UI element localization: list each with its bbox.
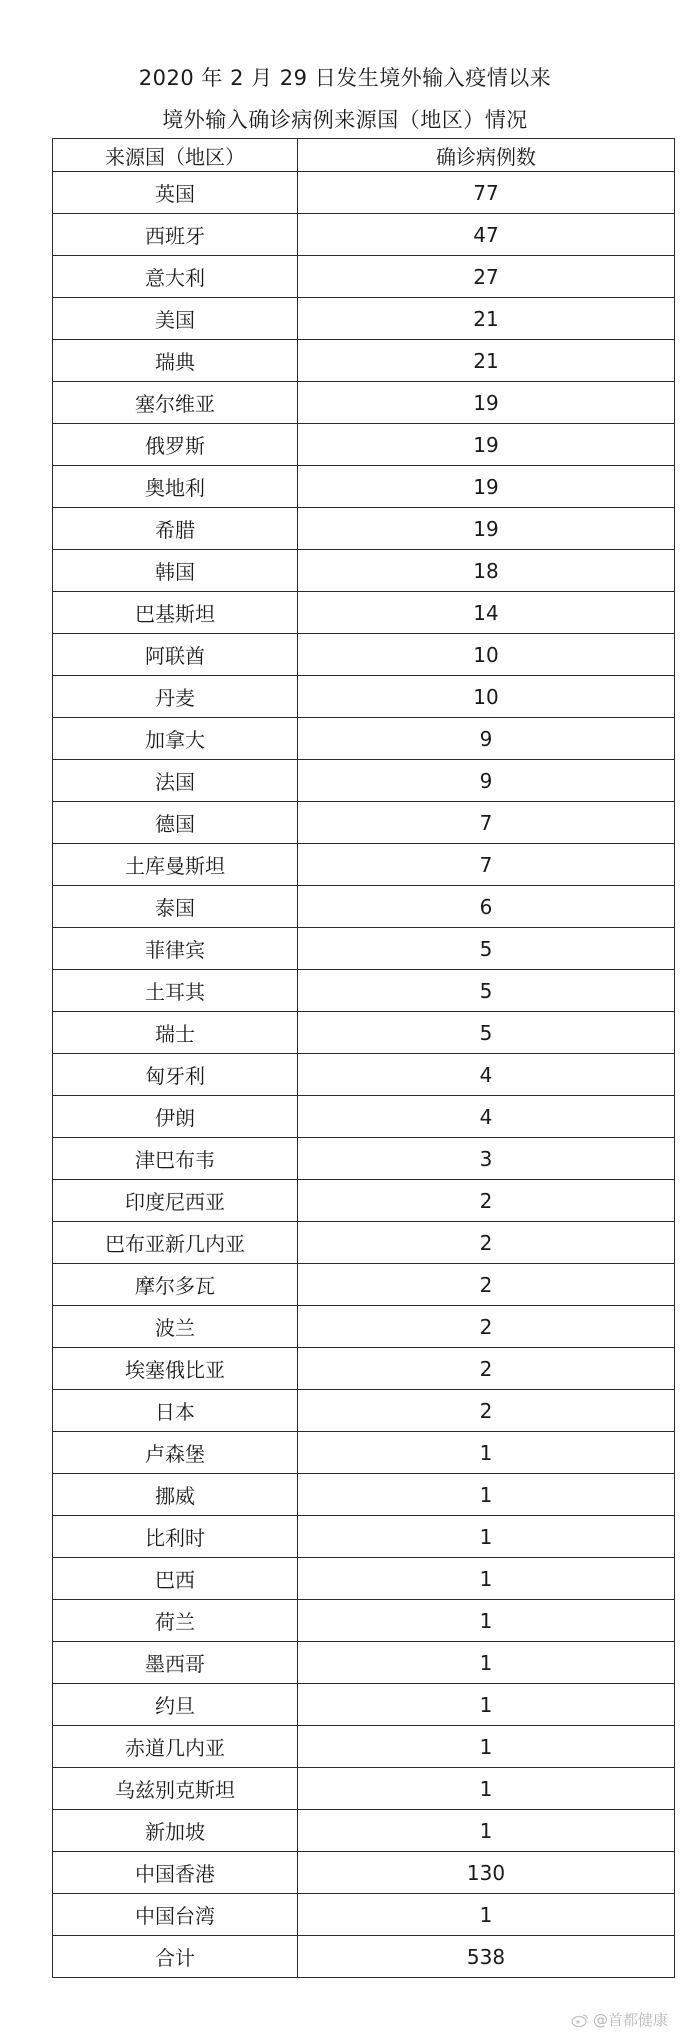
cell-count: 2 — [298, 1306, 675, 1348]
table-row — [53, 1390, 675, 1432]
cell-count: 2 — [298, 1180, 675, 1222]
table-row — [53, 760, 675, 802]
cell-count: 4 — [298, 1054, 675, 1096]
cell-country: 希腊 — [53, 508, 298, 550]
cell-country: 泰国 — [53, 886, 298, 928]
cell-count: 47 — [298, 214, 675, 256]
cell-country: 加拿大 — [53, 718, 298, 760]
cell-country: 中国香港 — [53, 1852, 298, 1894]
cell-count: 1 — [298, 1726, 675, 1768]
cell-count: 21 — [298, 340, 675, 382]
table-row — [53, 340, 675, 382]
cell-country: 西班牙 — [53, 214, 298, 256]
table-row — [53, 676, 675, 718]
table-row — [53, 886, 675, 928]
cell-country: 约旦 — [53, 1684, 298, 1726]
cell-country: 波兰 — [53, 1306, 298, 1348]
cell-count: 6 — [298, 886, 675, 928]
table-row — [53, 1516, 675, 1558]
cell-count: 130 — [298, 1852, 675, 1894]
table-row — [53, 1432, 675, 1474]
cell-count: 1 — [298, 1768, 675, 1810]
cell-country: 瑞士 — [53, 1012, 298, 1054]
cell-country: 挪威 — [53, 1474, 298, 1516]
table-row — [53, 1684, 675, 1726]
cell-count: 19 — [298, 508, 675, 550]
cell-country: 摩尔多瓦 — [53, 1264, 298, 1306]
table-row — [53, 802, 675, 844]
cell-count: 19 — [298, 382, 675, 424]
table-row — [53, 1054, 675, 1096]
cell-count: 2 — [298, 1222, 675, 1264]
table-body — [53, 172, 675, 1978]
cell-country: 卢森堡 — [53, 1432, 298, 1474]
table-row — [53, 1348, 675, 1390]
table-row — [53, 1936, 675, 1978]
table-row — [53, 172, 675, 214]
table-row — [53, 508, 675, 550]
cell-country: 巴西 — [53, 1558, 298, 1600]
cell-country: 日本 — [53, 1390, 298, 1432]
cell-country: 土库曼斯坦 — [53, 844, 298, 886]
table-row — [53, 1306, 675, 1348]
table-row — [53, 928, 675, 970]
table-row — [53, 844, 675, 886]
cell-count: 21 — [298, 298, 675, 340]
cell-count: 19 — [298, 424, 675, 466]
table-row — [53, 1768, 675, 1810]
cell-country: 韩国 — [53, 550, 298, 592]
cell-country: 塞尔维亚 — [53, 382, 298, 424]
table-row — [53, 1474, 675, 1516]
cell-count: 1 — [298, 1474, 675, 1516]
cell-country: 伊朗 — [53, 1096, 298, 1138]
cell-country: 埃塞俄比亚 — [53, 1348, 298, 1390]
cell-count: 77 — [298, 172, 675, 214]
cell-country: 美国 — [53, 298, 298, 340]
watermark — [571, 2009, 668, 2030]
cell-count: 1 — [298, 1684, 675, 1726]
cell-count: 538 — [298, 1936, 675, 1978]
cell-country: 印度尼西亚 — [53, 1180, 298, 1222]
table-row — [53, 550, 675, 592]
table-row — [53, 592, 675, 634]
cell-count: 1 — [298, 1810, 675, 1852]
cell-count: 9 — [298, 760, 675, 802]
cell-country: 巴布亚新几内亚 — [53, 1222, 298, 1264]
watermark-text: @首都健康 — [592, 2011, 668, 2029]
cell-country: 英国 — [53, 172, 298, 214]
cell-count: 1 — [298, 1516, 675, 1558]
table-row — [53, 424, 675, 466]
title-line-2: 境外输入确诊病例来源国（地区）情况 — [162, 108, 528, 132]
table-row — [53, 1642, 675, 1684]
table-row — [53, 1600, 675, 1642]
cell-country: 菲律宾 — [53, 928, 298, 970]
table-header-row — [53, 139, 675, 172]
cell-count: 5 — [298, 1012, 675, 1054]
cell-count: 18 — [298, 550, 675, 592]
table-row — [53, 382, 675, 424]
cell-country: 中国台湾 — [53, 1894, 298, 1936]
cell-country: 丹麦 — [53, 676, 298, 718]
table-row — [53, 970, 675, 1012]
cell-count: 7 — [298, 844, 675, 886]
table-row — [53, 634, 675, 676]
table-row — [53, 718, 675, 760]
cell-country: 意大利 — [53, 256, 298, 298]
cell-country: 乌兹别克斯坦 — [53, 1768, 298, 1810]
cell-count: 3 — [298, 1138, 675, 1180]
table-row — [53, 1852, 675, 1894]
cell-country: 比利时 — [53, 1516, 298, 1558]
cell-count: 10 — [298, 676, 675, 718]
table-row — [53, 214, 675, 256]
table-row — [53, 1810, 675, 1852]
cell-count: 5 — [298, 970, 675, 1012]
cell-country: 匈牙利 — [53, 1054, 298, 1096]
cell-count: 1 — [298, 1600, 675, 1642]
table-row — [53, 298, 675, 340]
cell-country: 瑞典 — [53, 340, 298, 382]
table-row — [53, 1180, 675, 1222]
cell-count: 9 — [298, 718, 675, 760]
cell-country: 德国 — [53, 802, 298, 844]
cell-country: 法国 — [53, 760, 298, 802]
cell-country: 巴基斯坦 — [53, 592, 298, 634]
cell-country: 奥地利 — [53, 466, 298, 508]
cell-count: 14 — [298, 592, 675, 634]
header-count: 确诊病例数 — [298, 139, 675, 172]
cell-country: 合计 — [53, 1936, 298, 1978]
table-row — [53, 1558, 675, 1600]
cell-count: 2 — [298, 1264, 675, 1306]
cell-country: 赤道几内亚 — [53, 1726, 298, 1768]
table-row — [53, 1264, 675, 1306]
cell-country: 津巴布韦 — [53, 1138, 298, 1180]
cell-count: 1 — [298, 1642, 675, 1684]
weibo-icon — [571, 2013, 589, 2027]
table-row — [53, 1138, 675, 1180]
cell-count: 1 — [298, 1432, 675, 1474]
table-row — [53, 1012, 675, 1054]
cell-count: 4 — [298, 1096, 675, 1138]
table-row — [53, 256, 675, 298]
cases-table — [52, 138, 675, 1978]
table-row — [53, 1222, 675, 1264]
cell-count: 2 — [298, 1348, 675, 1390]
table-row — [53, 466, 675, 508]
cell-count: 10 — [298, 634, 675, 676]
title-line-1: 2020 年 2 月 29 日发生境外输入疫情以来 — [138, 66, 552, 90]
cell-count: 5 — [298, 928, 675, 970]
table-row — [53, 1096, 675, 1138]
cell-count: 1 — [298, 1558, 675, 1600]
cell-country: 阿联酋 — [53, 634, 298, 676]
cell-country: 荷兰 — [53, 1600, 298, 1642]
cell-country: 新加坡 — [53, 1810, 298, 1852]
header-country: 来源国（地区） — [53, 139, 298, 172]
cell-count: 7 — [298, 802, 675, 844]
cell-count: 1 — [298, 1894, 675, 1936]
cell-country: 俄罗斯 — [53, 424, 298, 466]
cell-count: 19 — [298, 466, 675, 508]
cell-country: 土耳其 — [53, 970, 298, 1012]
cell-count: 2 — [298, 1390, 675, 1432]
table-row — [53, 1894, 675, 1936]
table-row — [53, 1726, 675, 1768]
cell-country: 墨西哥 — [53, 1642, 298, 1684]
cell-count: 27 — [298, 256, 675, 298]
